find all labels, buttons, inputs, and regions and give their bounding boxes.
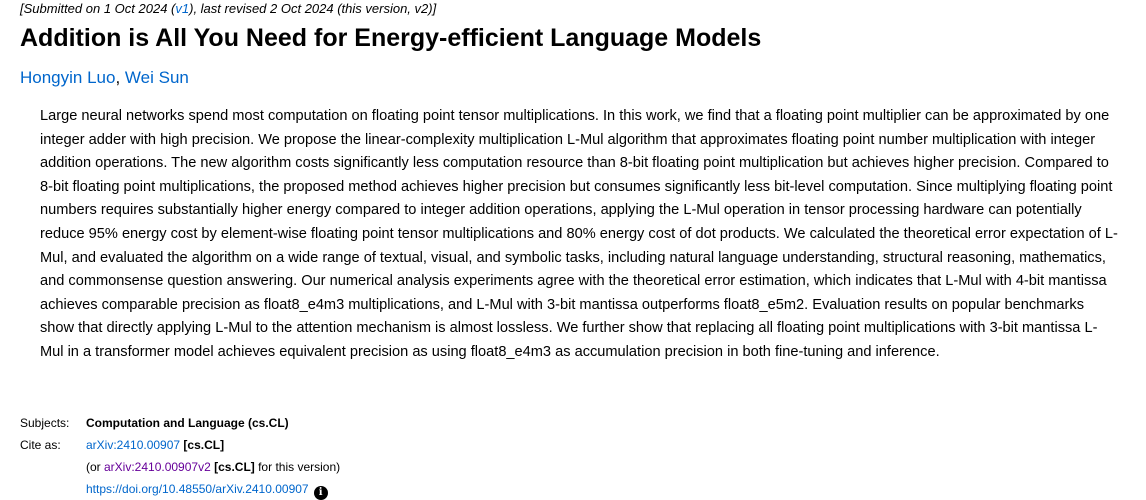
author-link-hongyin-luo[interactable]: Hongyin Luo — [20, 68, 116, 87]
author-separator: , — [115, 68, 125, 87]
author-list — [20, 67, 189, 89]
metadata-table — [20, 412, 340, 500]
arxiv-id-link[interactable]: arXiv:2410.00907 — [86, 438, 181, 452]
author-link-wei-sun[interactable]: Wei Sun — [124, 68, 189, 87]
version-category: [cs.CL] — [214, 460, 255, 474]
doi-value — [86, 478, 328, 500]
doi-row — [20, 478, 340, 500]
dateline-prefix: [Submitted on 1 Oct 2024 ( — [20, 1, 176, 16]
version-value — [86, 456, 340, 478]
dateline-suffix: ), last revised 2 Oct 2024 (this version, v2)] — [189, 1, 437, 16]
doi-link[interactable]: https://doi.org/10.48550/arXiv.2410.00907 — [86, 482, 309, 496]
version-v1-link[interactable]: v1 — [175, 1, 190, 16]
cite-value — [86, 434, 224, 456]
paper-title: Addition is All You Need for Energy-efficient Language Models — [20, 24, 762, 52]
submission-dateline — [20, 1, 436, 16]
cite-row — [20, 434, 340, 456]
arxiv-version-link[interactable]: arXiv:2410.00907v2 — [104, 460, 211, 474]
info-icon[interactable]: i — [314, 486, 328, 500]
version-prefix: (or — [86, 460, 104, 474]
subjects-label: Subjects: — [20, 416, 70, 430]
version-label-spacer — [20, 456, 86, 478]
subjects-row — [20, 412, 340, 434]
cite-category: [cs.CL] — [183, 438, 225, 452]
doi-label-spacer — [20, 478, 86, 500]
cite-label: Cite as: — [20, 438, 61, 452]
subjects-value: Computation and Language (cs.CL) — [86, 416, 289, 430]
version-suffix: for this version) — [254, 460, 341, 474]
abstract-text: Large neural networks spend most computation on floating point tensor multiplications. In this work, we find that a floating point multiplier can be approximated by one integer adder with high precision. We propose the linear-complexity multiplication L-Mul algorithm that approximates floating point number multiplication with integer addition operations. The new algorithm costs significantly less computation resource than 8-bit floating point multiplication but achieves higher precision. Compared to 8-bit floating point multiplications, the proposed method achieves higher precision but consumes significantly less bit-level computation. Since multiplying floating point numbers requires substantially higher energy compared to integer addition operations, applying the L-Mul operation in tensor processing hardware can potentially reduce 95% energy cost by element-wise floating point tensor multiplications and 80% energy cost of dot products. We calculated the theoretical error expectation of L-Mul, and evaluated the algorithm on a wide range of textual, visual, and symbolic tasks, including natural language understanding, structural reasoning, mathematics, and commonsense question answering. Our numerical analysis experiments agree with the theoretical error estimation, which indicates that L-Mul with 4-bit mantissa achieves comparable precision as float8_e4m3 multiplications, and L-Mul with 3-bit mantissa outperforms float8_e5m2. Evaluation results on popular benchmarks show that directly applying L-Mul to the attention mechanism is almost lossless. We further show that replacing all floating point multiplications with 3-bit mantissa L-Mul in a transformer model achieves equivalent precision as using float8_e4m3 as accumulation precision in both fine-tuning and inference. — [40, 108, 1118, 360]
version-row — [20, 456, 340, 478]
